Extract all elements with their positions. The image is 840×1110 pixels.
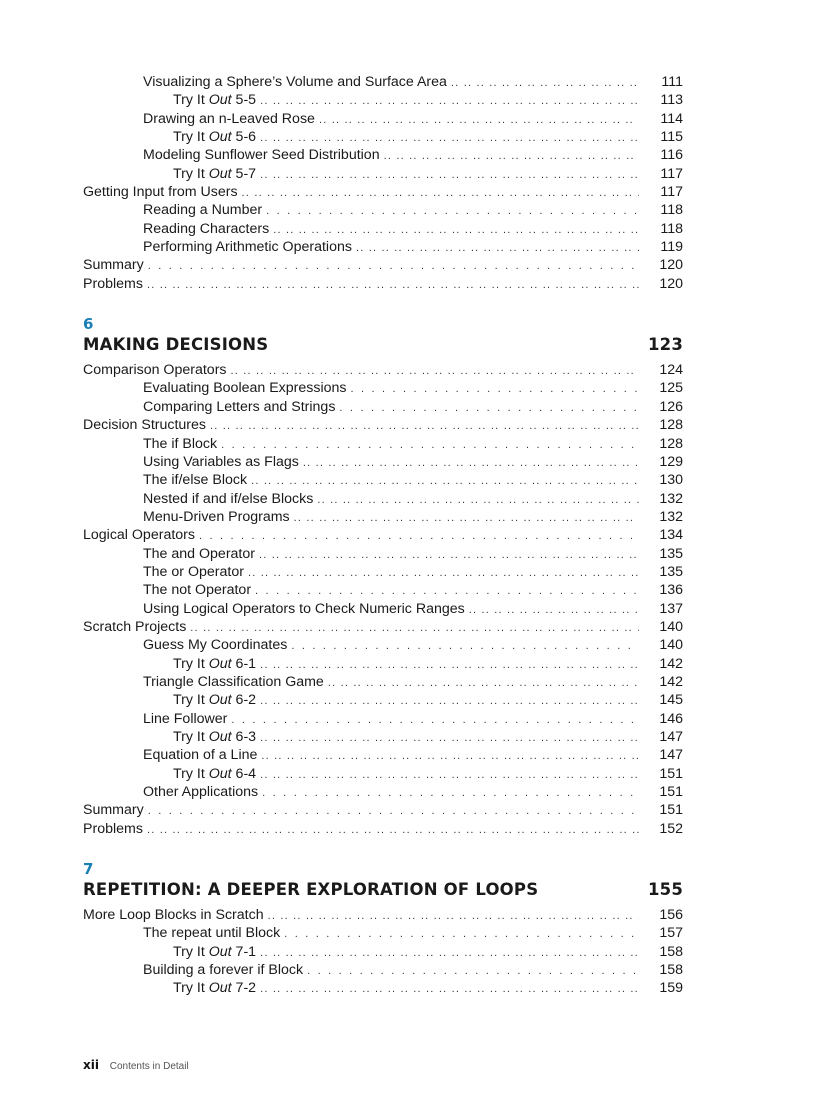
entry-page-number[interactable]: 134: [659, 527, 683, 544]
entry-title-suffix: 5-7: [231, 165, 257, 182]
dot-leader: [143, 276, 639, 294]
entry-page-number[interactable]: 140: [659, 637, 683, 654]
entry-page-number[interactable]: 118: [660, 202, 683, 219]
toc-entry[interactable]: [83, 563, 683, 581]
entry-title-prefix: Try It: [173, 943, 209, 960]
entry-title[interactable]: [173, 128, 256, 146]
entry-page-number[interactable]: 118: [660, 220, 683, 237]
page-footer: [83, 1058, 189, 1072]
toc-entry[interactable]: [83, 490, 683, 508]
entry-page-number[interactable]: 120: [659, 257, 683, 274]
entry-title[interactable]: Performing Arithmetic Operations: [143, 239, 352, 256]
entry-title-suffix: 6-3: [231, 729, 257, 745]
entry-title-suffix: 6-1: [231, 655, 257, 672]
entry-title-suffix: 5-5: [231, 92, 257, 109]
entry-page-number[interactable]: 115: [660, 129, 683, 146]
dot-leader: [247, 472, 639, 490]
entry-title[interactable]: [173, 91, 256, 109]
entry-page-number[interactable]: 146: [659, 710, 683, 727]
toc-entry[interactable]: [83, 379, 683, 397]
entry-page-number[interactable]: 151: [659, 784, 683, 801]
toc-entry[interactable]: [83, 110, 683, 128]
dot-leader: [256, 980, 639, 998]
chapter-number: 7: [83, 860, 94, 879]
toc-entry[interactable]: [83, 979, 683, 997]
dot-leader: [290, 509, 639, 527]
entry-page-number[interactable]: 151: [659, 765, 683, 782]
dot-leader: [280, 925, 639, 943]
entry-title[interactable]: [173, 765, 256, 783]
dot-leader: [256, 129, 639, 147]
dot-leader: [256, 656, 639, 674]
entry-page-number[interactable]: 140: [659, 618, 683, 635]
entry-title[interactable]: Triangle Classification Game: [143, 673, 324, 690]
entry-page-number[interactable]: 145: [659, 692, 683, 709]
chapter-title-row[interactable]: [83, 333, 683, 357]
entry-page-number[interactable]: 147: [659, 747, 683, 764]
toc-entry[interactable]: [83, 398, 683, 416]
entry-title[interactable]: The if Block: [143, 435, 218, 452]
toc-entry[interactable]: [83, 435, 683, 453]
toc-entry[interactable]: [83, 508, 683, 526]
entry-page-number[interactable]: 142: [659, 655, 683, 672]
dot-leader: [195, 527, 639, 545]
entry-title-emphasis: Out: [208, 165, 232, 182]
entry-title-emphasis: Out: [208, 980, 232, 997]
entry-title-prefix: Try It: [173, 765, 209, 782]
entry-title-emphasis: Out: [208, 129, 232, 146]
dot-leader: [256, 766, 639, 784]
entry-page-number[interactable]: 159: [659, 980, 683, 997]
entry-title-emphasis: Out: [208, 765, 232, 782]
toc-entry[interactable]: [83, 545, 683, 563]
entry-title[interactable]: Logical Operators: [83, 527, 195, 544]
dot-leader: [227, 711, 639, 729]
entry-page-number[interactable]: 126: [659, 398, 683, 415]
entry-title[interactable]: The not Operator: [143, 582, 252, 599]
dot-leader: [264, 907, 639, 925]
toc-entry[interactable]: [83, 906, 683, 924]
dot-leader: [256, 166, 639, 184]
dot-leader: [380, 147, 639, 165]
toc-entry[interactable]: [83, 943, 683, 961]
toc-entry[interactable]: [83, 961, 683, 979]
entry-page-number[interactable]: 120: [659, 275, 683, 292]
dot-leader: [335, 399, 639, 417]
toc-entry[interactable]: [83, 275, 683, 293]
entry-page-number[interactable]: 151: [659, 802, 683, 819]
toc-entry[interactable]: [83, 924, 683, 942]
dot-leader: [262, 202, 639, 220]
dot-leader: [313, 491, 639, 509]
entry-page-number[interactable]: 128: [659, 435, 683, 452]
entry-title-suffix: 7-1: [231, 943, 257, 960]
entry-title[interactable]: Equation of a Line: [143, 747, 258, 764]
toc-entry[interactable]: [83, 526, 683, 544]
entry-title-prefix: Try It: [173, 980, 209, 997]
chapter-section: [83, 315, 683, 838]
dot-leader: [227, 362, 639, 380]
entry-title[interactable]: Modeling Sunflower Seed Distribution: [143, 147, 380, 164]
dot-leader: [238, 184, 639, 202]
dot-leader: [217, 436, 639, 454]
toc-entry[interactable]: [83, 691, 683, 709]
running-head: Contents in Detail: [109, 1061, 189, 1072]
entry-title[interactable]: Visualizing a Sphere’s Volume and Surface Area: [143, 74, 447, 90]
entry-title[interactable]: Summary: [83, 802, 144, 819]
chapter-title[interactable]: REPETITION: A DEEPER EXPLORATION OF LOOPS: [83, 880, 539, 900]
entry-title-prefix: Try It: [173, 729, 209, 745]
entry-page-number[interactable]: 135: [659, 563, 683, 580]
dot-leader: [315, 111, 639, 129]
entry-title-emphasis: Out: [208, 692, 232, 709]
entry-title[interactable]: [173, 979, 256, 997]
chapter-section: [83, 860, 683, 998]
toc-entry[interactable]: [83, 256, 683, 274]
entry-title[interactable]: Menu-Driven Programs: [143, 508, 290, 525]
entry-title[interactable]: Reading a Number: [143, 202, 263, 219]
toc-entry[interactable]: [83, 600, 683, 618]
entry-page-number[interactable]: 132: [659, 490, 683, 507]
continued-section: [83, 73, 683, 293]
entry-title[interactable]: Comparing Letters and Strings: [143, 398, 336, 415]
entry-page-number[interactable]: 158: [659, 962, 683, 979]
toc-entry[interactable]: [83, 416, 683, 434]
chapter-number: 6: [83, 315, 94, 334]
entry-title[interactable]: Building a forever if Block: [143, 962, 304, 979]
page-number: xii: [83, 1058, 99, 1072]
entry-title[interactable]: The repeat until Block: [143, 925, 281, 942]
entry-page-number[interactable]: 156: [659, 907, 683, 924]
entry-title[interactable]: [173, 728, 256, 746]
toc-entry[interactable]: [83, 453, 683, 471]
toc-entry[interactable]: [83, 636, 683, 654]
dot-leader: [287, 637, 639, 655]
toc-entry[interactable]: [83, 91, 683, 109]
chapter-page-number[interactable]: 123: [647, 335, 683, 355]
toc-entry[interactable]: [83, 361, 683, 379]
toc-entry[interactable]: [83, 73, 683, 91]
entry-title[interactable]: Nested if and if/else Blocks: [143, 490, 314, 507]
dot-leader: [251, 582, 639, 600]
entry-title[interactable]: Drawing an n-Leaved Rose: [143, 110, 315, 127]
toc-entry[interactable]: [83, 128, 683, 146]
dot-leader: [144, 802, 639, 820]
entry-title[interactable]: Problems: [83, 820, 143, 837]
entry-title[interactable]: Comparison Operators: [83, 362, 227, 379]
dot-leader: [143, 821, 639, 839]
entry-title[interactable]: Reading Characters: [143, 220, 270, 237]
toc-entry[interactable]: [83, 801, 683, 819]
entry-page-number[interactable]: 111: [661, 74, 683, 90]
entry-title-suffix: 6-4: [231, 765, 257, 782]
entry-title-emphasis: Out: [208, 92, 232, 109]
toc-entry[interactable]: [83, 728, 683, 746]
entry-title[interactable]: Problems: [83, 275, 143, 292]
dot-leader: [447, 74, 639, 92]
toc-entry[interactable]: [83, 710, 683, 728]
toc-entry[interactable]: [83, 746, 683, 764]
dot-leader: [255, 546, 639, 564]
toc-entry[interactable]: [83, 783, 683, 801]
dot-leader: [256, 729, 639, 747]
entry-page-number[interactable]: 119: [660, 239, 683, 256]
entry-title-suffix: 6-2: [231, 692, 257, 709]
dot-leader: [257, 747, 639, 765]
toc-entry[interactable]: [83, 655, 683, 673]
dot-leader: [299, 454, 639, 472]
entry-page-number[interactable]: 125: [659, 380, 683, 397]
chapter-title[interactable]: MAKING DECISIONS: [83, 335, 269, 355]
entry-title-suffix: 5-6: [231, 129, 257, 146]
entry-page-number[interactable]: 132: [659, 508, 683, 525]
toc-entry[interactable]: [83, 238, 683, 256]
entry-title[interactable]: Scratch Projects: [83, 618, 187, 635]
entry-page-number[interactable]: 152: [659, 820, 683, 837]
toc-entry[interactable]: [83, 220, 683, 238]
entry-page-number[interactable]: 135: [659, 545, 683, 562]
entry-page-number[interactable]: 117: [660, 165, 683, 182]
chapter-heading[interactable]: [83, 860, 683, 902]
entry-title[interactable]: Evaluating Boolean Expressions: [143, 380, 347, 397]
entry-title[interactable]: Decision Structures: [83, 417, 207, 434]
toc-entry[interactable]: [83, 146, 683, 164]
entry-page-number[interactable]: 129: [659, 453, 683, 470]
entry-title[interactable]: [173, 165, 256, 183]
dot-leader: [346, 380, 639, 398]
entry-title[interactable]: Using Variables as Flags: [143, 453, 299, 470]
dot-leader: [303, 962, 639, 980]
entry-title-emphasis: Out: [208, 729, 232, 745]
dot-leader: [256, 944, 639, 962]
toc-entry[interactable]: [83, 471, 683, 489]
entry-page-number[interactable]: 116: [660, 147, 683, 164]
entry-page-number[interactable]: 158: [659, 943, 683, 960]
dot-leader: [206, 417, 639, 435]
toc-entry[interactable]: [83, 183, 683, 201]
entry-page-number[interactable]: 137: [659, 600, 683, 617]
entry-title-prefix: Try It: [173, 692, 209, 709]
dot-leader: [324, 674, 639, 692]
entry-page-number[interactable]: 130: [659, 472, 683, 489]
entry-title[interactable]: Line Follower: [143, 710, 228, 727]
entry-title[interactable]: The or Operator: [143, 563, 244, 580]
entry-title[interactable]: More Loop Blocks in Scratch: [83, 907, 264, 924]
dot-leader: [256, 692, 639, 710]
dot-leader: [244, 564, 639, 582]
entry-title[interactable]: Guess My Coordinates: [143, 637, 288, 654]
dot-leader: [258, 784, 639, 802]
toc-entry[interactable]: [83, 673, 683, 691]
dot-leader: [186, 619, 639, 637]
entry-title[interactable]: [173, 943, 256, 961]
entry-title-prefix: Try It: [173, 129, 209, 146]
entry-title[interactable]: Summary: [83, 257, 144, 274]
entry-page-number[interactable]: 114: [660, 110, 683, 127]
dot-leader: [352, 239, 639, 257]
toc-entry[interactable]: [83, 765, 683, 783]
entry-title[interactable]: [173, 691, 256, 709]
entry-title-suffix: 7-2: [231, 980, 257, 997]
entry-title-emphasis: Out: [208, 655, 232, 672]
entry-page-number[interactable]: 136: [659, 582, 683, 599]
toc-entry[interactable]: [83, 618, 683, 636]
chapter-heading[interactable]: [83, 315, 683, 357]
toc-entry[interactable]: [83, 820, 683, 838]
entry-title-emphasis: Out: [208, 943, 232, 960]
entry-title[interactable]: Other Applications: [143, 784, 259, 801]
dot-leader: [269, 221, 639, 239]
dot-leader: [465, 601, 639, 619]
toc-entry[interactable]: [83, 581, 683, 599]
entry-title[interactable]: The if/else Block: [143, 472, 248, 489]
entry-page-number[interactable]: 117: [660, 184, 683, 201]
entry-page-number[interactable]: 113: [660, 92, 683, 109]
entry-page-number[interactable]: 157: [659, 925, 683, 942]
entry-title-prefix: Try It: [173, 655, 209, 672]
entry-title-prefix: Try It: [173, 92, 209, 109]
chapter-page-number[interactable]: 155: [647, 880, 683, 900]
toc-entry[interactable]: [83, 165, 683, 183]
entry-page-number[interactable]: 128: [659, 417, 683, 434]
entry-title[interactable]: [173, 655, 256, 673]
dot-leader: [144, 257, 639, 275]
entry-page-number[interactable]: 124: [659, 362, 683, 379]
table-of-contents: [83, 73, 683, 998]
entry-title-prefix: Try It: [173, 165, 209, 182]
entry-title[interactable]: The and Operator: [143, 545, 255, 562]
entry-page-number[interactable]: 142: [659, 673, 683, 690]
dot-leader: [256, 92, 639, 110]
chapter-title-row[interactable]: [83, 878, 683, 902]
toc-entry[interactable]: [83, 201, 683, 219]
entry-page-number[interactable]: 147: [659, 729, 683, 745]
entry-title[interactable]: Using Logical Operators to Check Numeric Ranges: [143, 600, 465, 617]
entry-title[interactable]: Getting Input from Users: [83, 184, 238, 201]
